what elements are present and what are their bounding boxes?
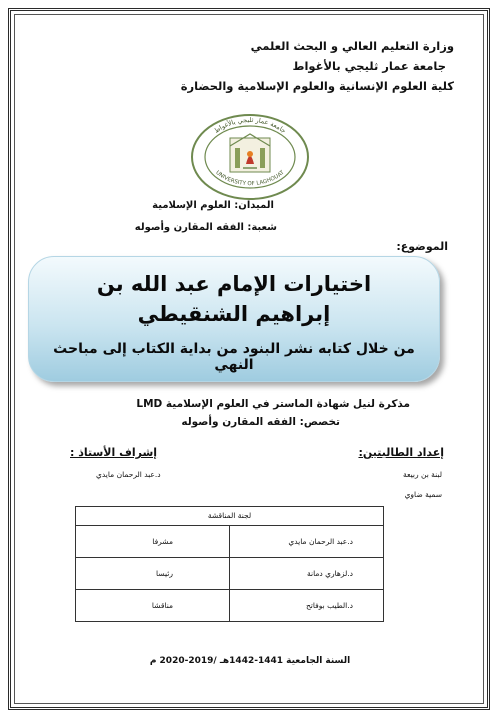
- committee-role: مشرفا: [76, 525, 230, 557]
- faculty-name: كلية العلوم الإنسانية والعلوم الإسلامية والحضارة: [180, 79, 454, 93]
- thesis-title: اختيارات الإمام عبد الله بن إبراهيم الشنقيطي: [96, 272, 372, 326]
- branch-line: شعبة: الفقه المقارن وأصوله: [134, 222, 277, 233]
- academic-year: السنة الجامعية 1441-1442هـ /2019-2020 م: [149, 656, 351, 666]
- committee-table: [75, 506, 384, 622]
- institution-header: [181, 36, 454, 96]
- table-row: [76, 589, 384, 621]
- committee-role: رئيسا: [76, 557, 230, 589]
- prepared-by-label: إعداد الطالبتين:: [358, 446, 444, 459]
- field-line: الميدان: العلوم الإسلامية: [152, 200, 274, 211]
- logo-arabic-text: جامعة عمار ثليجي بالأغواط: [212, 115, 288, 135]
- table-row: [76, 525, 384, 557]
- supervisor-name: د.عبد الرحمان مايدي: [96, 470, 161, 479]
- committee-name: د.الطيب بوفاتح: [230, 589, 384, 621]
- committee-name: د.عبد الرحمان مايدي: [230, 525, 384, 557]
- committee-name: د.لزهاري دمانة: [230, 557, 384, 589]
- subject-label: الموضوع:: [396, 240, 448, 253]
- committee-role: مناقشا: [76, 589, 230, 621]
- logo-english-text: UNIVERSITY OF LAGHOUAT: [214, 169, 286, 188]
- university-name: جامعة عمار ثليجي بالأغواط: [292, 59, 446, 73]
- student-name: لبنة بن ربيعة: [402, 470, 442, 479]
- table-row: [76, 557, 384, 589]
- supervision-label: إشراف الأستاذ :: [70, 446, 158, 459]
- student-name: سمية ضاوي: [404, 490, 442, 499]
- specialization: تخصص: الفقه المقارن وأصوله: [181, 416, 340, 428]
- thesis-subtitle: من خلال كتابه نشر البنود من بداية الكتاب إلى مباحث النهي: [53, 341, 415, 373]
- committee-title: لجنة المناقشة: [76, 507, 384, 526]
- thesis-note: مذكرة لنيل شهادة الماستر في العلوم الإسلامية LMD: [136, 398, 410, 410]
- university-logo: [188, 112, 312, 202]
- ministry-name: وزارة التعليم العالي و البحث العلمي: [250, 39, 454, 53]
- title-box: [28, 256, 440, 382]
